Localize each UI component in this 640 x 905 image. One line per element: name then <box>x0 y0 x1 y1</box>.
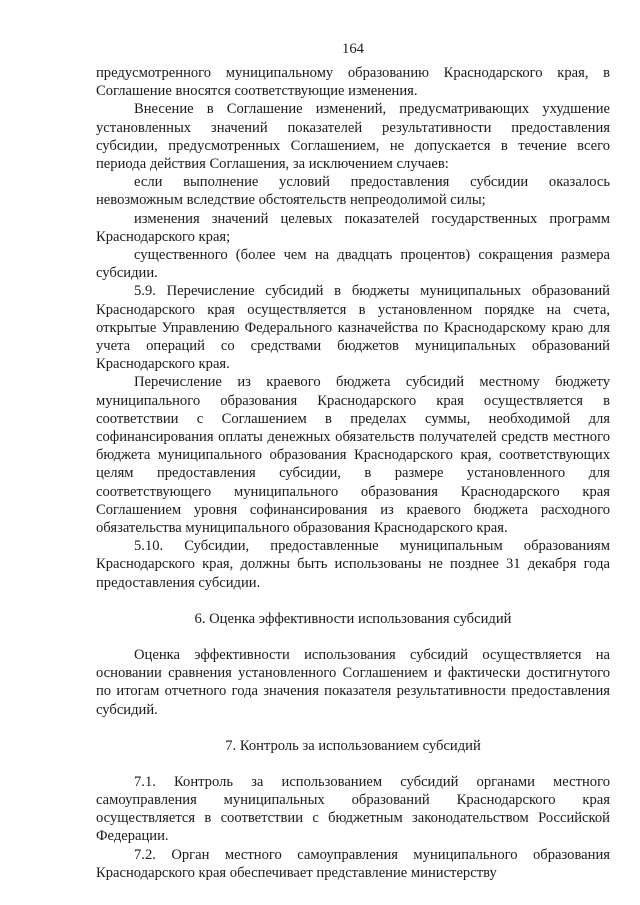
section-6-paragraph: Оценка эффективности использования субсидий осуществляется на основании сравнения установленного Соглашением и фактически достигнутого по итогам отчетного года значения показателя результативности предоставления субсидий. <box>96 646 610 718</box>
paragraph-7-2: 7.2. Орган местного самоуправления муниципального образования Краснодарского края обеспечивает представление министерству <box>96 846 610 881</box>
paragraph-amendment-restriction: Внесение в Соглашение изменений, предусматривающих ухудшение установленных значений показателей результативности предоставления субсидии, предусмотренных Соглашением, не допускается в течение всего периода действия Соглашения, за исключением случаев: <box>96 101 610 173</box>
paragraph-exception-targets: изменения значений целевых показателей государственных программ Краснодарского края; <box>96 210 610 245</box>
section-7-heading: 7. Контроль за использованием субсидий <box>225 737 481 754</box>
paragraph-5-9: 5.9. Перечисление субсидий в бюджеты муниципальных образований Краснодарского края осуществляется в установленном порядке на счета, открытые Управлению Федерального казначейства по Краснодарскому краю для учета операций со средствами бюджетов муниципальных образований Краснодарского края. <box>96 283 610 373</box>
paragraph-transfer: Перечисление из краевого бюджета субсидий местному бюджету муниципального образования Краснодарского края осуществляется в соответствии с Соглашением в пределах суммы, необходимой для софинансирования оплаты денежных обязательств получателей средств местного бюджета муниципального образования Краснодарского края, соответствующих целям предоставления субсидии, в размере установленного для соответствующего муниципального образования Краснодарского края Соглашением уровня софинансирования из краевого бюджета расходного обязательства муниципального образования Краснодарского края. <box>96 374 610 537</box>
paragraph-exception-reduction: существенного (более чем на двадцать процентов) сокращения размера субсидии. <box>96 247 610 282</box>
paragraph-7-1: 7.1. Контроль за использованием субсидий органами местного самоуправления муниципальных образований Краснодарского края осуществляется в соответствии с бюджетным законодательством Российской Федерации. <box>96 773 610 845</box>
section-6-heading: 6. Оценка эффективности использования субсидий <box>194 610 512 627</box>
document-page <box>96 40 610 882</box>
paragraph-exception-force-majeure: если выполнение условий предоставления субсидии оказалось невозможным вследствие обстоятельств непреодолимой силы; <box>96 174 610 209</box>
page-number: 164 <box>342 41 364 57</box>
paragraph-continuation: предусмотренного муниципальному образованию Краснодарского края, в Соглашение вносятся соответствующие изменения. <box>96 65 610 100</box>
paragraph-5-10: 5.10. Субсидии, предоставленные муниципальным образованиям Краснодарского края, должны быть использованы не позднее 31 декабря года предоставления субсидии. <box>96 538 610 591</box>
